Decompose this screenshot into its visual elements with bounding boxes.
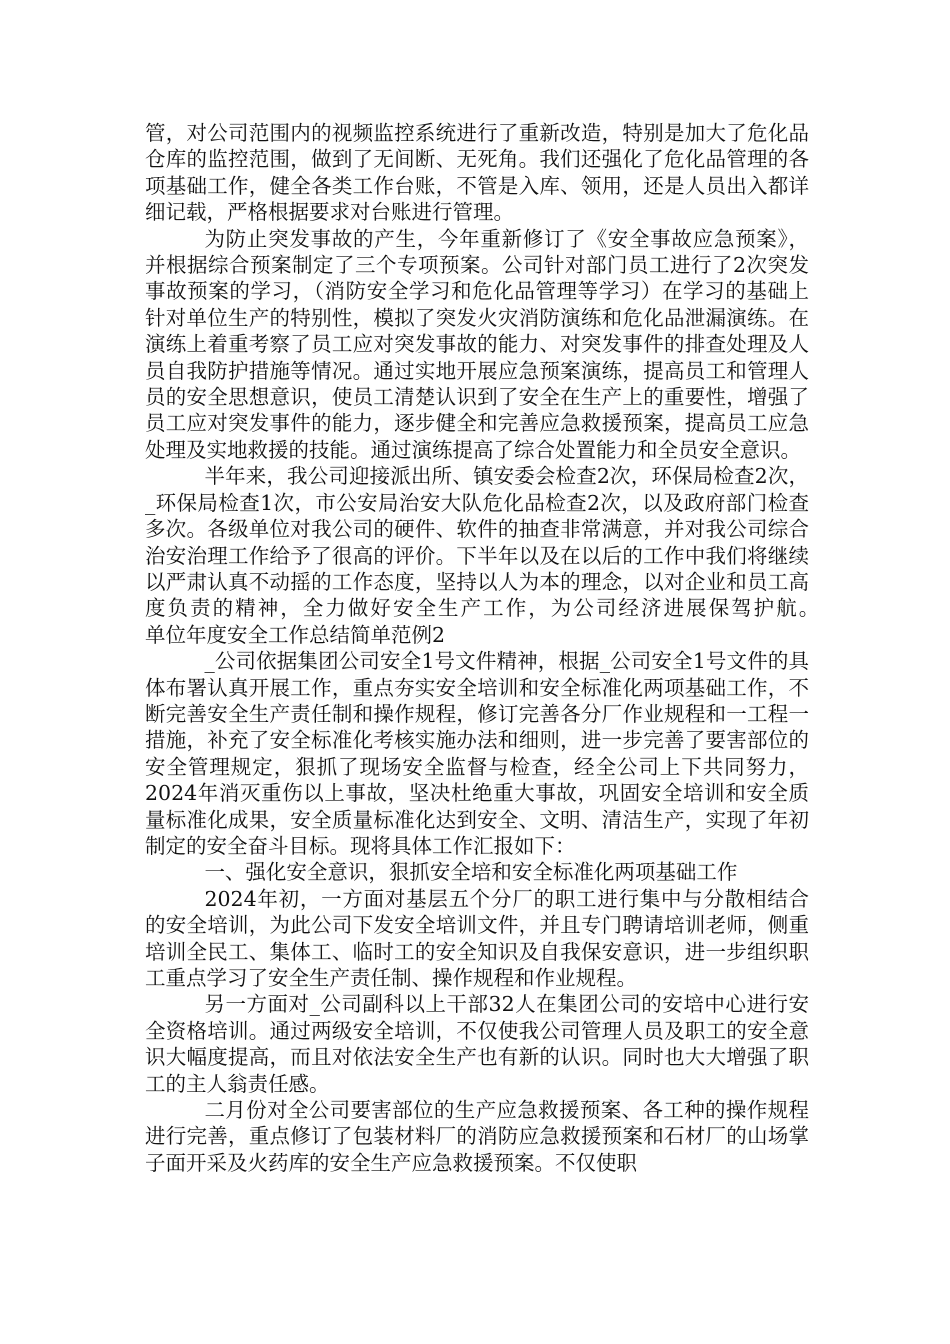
paragraph-7: 二月份对全公司要害部位的生产应急救援预案、各工种的操作规程进行完善，重点修订了包装材料厂的消防应急救援预案和石材厂的山场掌子面开采及火药库的安全生产应急救援预案。不仅使职 — [145, 1098, 809, 1175]
paragraph-5: 2024年初，一方面对基层五个分厂的职工进行集中与分散相结合的安全培训，为此公司下发安全培训文件，并且专门聘请培训老师，侧重培训全民工、集体工、临时工的安全知识及自我保安意识，进一步组织职工重点学习了安全生产责任制、操作规程和作业规程。 — [145, 886, 809, 990]
paragraph-4: _公司依据集团公司安全1号文件精神，根据_公司安全1号文件的具体布署认真开展工作，重点夯实安全培训和安全标准化两项基础工作，不断完善安全生产责任制和操作规程，修订完善各分厂作业规程和一工程一措施，补充了安全标准化考核实施办法和细则，进一步完善了要害部位的安全管理规定，狠抓了现场安全监督与检查，经全公司上下共同努力，2024年消灭重伤以上事故，坚决杜绝重大事故，巩固安全培训和安全质量标准化成果，安全质量标准化达到安全、文明、清洁生产，实现了年初制定的安全奋斗目标。现将具体工作汇报如下： — [145, 649, 809, 858]
paragraph-1: 管，对公司范围内的视频监控系统进行了重新改造，特别是加大了危化品仓库的监控范围，做到了无间断、无死角。我们还强化了危化品管理的各项基础工作，健全各类工作台账，不管是入库、领用，还是人员出入都详细记载，严格根据要求对台账进行管理。 — [145, 121, 809, 225]
paragraph-2: 为防止突发事故的产生，今年重新修订了《安全事故应急预案》，并根据综合预案制定了三个专项预案。公司针对部门员工进行了2次突发事故预案的学习，（消防安全学习和危化品管理等学习）在学习的基础上针对单位生产的特别性，模拟了突发火灾消防演练和危化品泄漏演练。在演练上着重考察了员工应对突发事故的能力、对突发事件的排查处理及人员自我防护措施等情况。通过实地开展应急预案演练，提高员工和管理人员的安全思想意识，使员工清楚认识到了安全在生产上的重要性，增强了员工应对突发事件的能力，逐步健全和完善应急救援预案，提高员工应急处理及实地救援的技能。通过演练提高了综合处置能力和全员安全意识。 — [145, 226, 809, 462]
document-page — [145, 120, 850, 1176]
paragraph-6: 另一方面对_公司副科以上干部32人在集团公司的安培中心进行安全资格培训。通过两级安全培训，不仅使我公司管理人员及职工的安全意识大幅度提高，而且对依法安全生产也有新的认识。同时也大大增强了职工的主人翁责任感。 — [145, 992, 809, 1096]
paragraph-3: 半年来，我公司迎接派出所、镇安委会检查2次，环保局检查2次，_环保局检查1次，市公安局治安大队危化品检查2次，以及政府部门检查多次。各级单位对我公司的硬件、软件的抽查非常满意，并对我公司综合治安治理工作给予了很高的评价。下半年以及在以后的工作中我们将继续以严肃认真不动摇的工作态度，坚持以人为本的理念，以对企业和员工高度负责的精神，全力做好安全生产工作，为公司经济进展保驾护航。 单位年度安全工作总结简单范例2 — [145, 464, 850, 647]
section-heading-1: 一、强化安全意识，狠抓安全培和安全标准化两项基础工作 — [204, 860, 738, 885]
